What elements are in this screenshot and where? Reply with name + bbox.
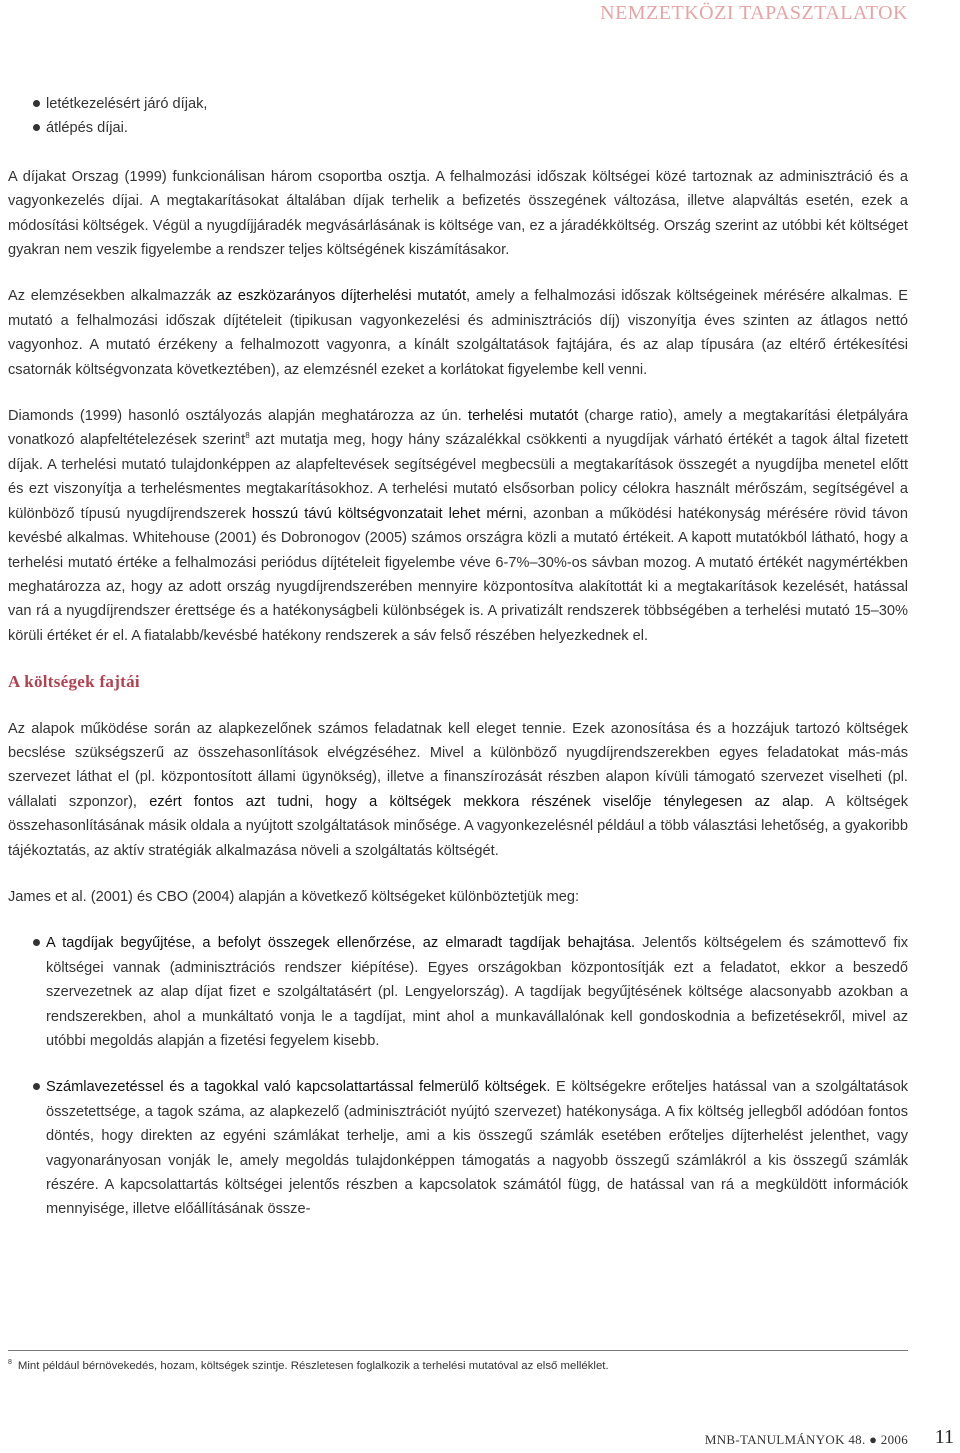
footnote: $^8$ Mint például bérnövekedés, hozam, költségek szintje. Részletesen foglalkozik a terhelési mutatóval az első melléklet. (8, 1359, 609, 1372)
list-item: A tagdíjak begyűjtése, a befolyt összegek ellenőrzése, az elmaradt tagdíjak behajtása. Jelentős költségelem és számottevő fix költségei vannak (adminisztrációs rendszer kiépítése). Egyes országokban központosítják ezt a feladatot, ekkor a beszedő szervezetnek az alap díjat fizet e szolgáltatásért (pl. Lengyelország). A tagdíjak begyűjtésének költsége alacsonyabb azokban a rendszerekben, ahol a munkáltató vonja le a tagdíjat, mint ahol a munkavállalónak kell gondoskodnia a befizetésekről, mivel az utóbbi megoldás alapján a fizetési fegyelem kisebb. (46, 931, 908, 1053)
bullet-separator-icon: ● (869, 1432, 878, 1447)
highlight-term: terhelési mutatót (468, 408, 579, 425)
highlight-term: az eszközarányos díjterhelési mutatót (216, 288, 467, 305)
paragraph-cost-categories: A díjakat Orszag (1999) funkcionálisan három csoportba osztja. A felhalmozási időszak költségei közé tartoznak az adminisztráció és a vagyonkezelés díjai. A megtakarításokat általában díjak terhelik a befizetés összegének változása, illetve alapváltás esetén, ezek a módosítási költségek. Végül a nyugdíjjáradék megvásárlásának is költsége van, ez a járadékköltség. Ország szerint az utóbbi két költséget gyakran nem veszik figyelembe a rendszer teljes költségének kiszámításakor. (8, 168, 908, 259)
highlight-term: hosszú távú költségvonzatait lehet mérni (251, 505, 523, 522)
paragraph-fund-tasks: Az alapok működése során az alapkezelőnek számos feladatnak kell eleget tennie. Ezek azonosítása és a hozzájuk tartozó költségek becslése szükségszerű az összehasonlítások elvégzéséhez. Mivel a különböző nyugdíjrendszerekben egyes feladatokat más-más szervezet láthat el (pl. központosított állami ügynökség), illetve a finanszírozását részben alapon kívüli támogató szervezet viselheti (pl. vállalati szponzor), ezért fontos azt tudni, hogy a költségek mekkora részének viselője ténylegesen az alap. A költségek összehasonlításának másik oldala a nyújtott szolgáltatások minősége. A vagyonkezelésnél például a több választási lehetőség, a gyakoribb tájékoztatás, az aktív stratégiák alkalmazása növeli a szolgáltatás költségét. (8, 720, 908, 859)
footnote-ref[interactable]: 8 (245, 431, 250, 441)
intro-bullet-list (8, 92, 908, 141)
publication-name: MNB-TANULMÁNYOK 48. (704, 1432, 866, 1447)
page-number: 11 (934, 1426, 954, 1448)
list-item: letétkezelésért járó díjak, (46, 92, 908, 116)
item-lead: Számlavezetéssel és a tagokkal való kapcsolattartással felmerülő költségek. (46, 1079, 551, 1096)
section-heading: A költségek fajtái (8, 672, 140, 692)
paragraph-cost-intro: James et al. (2001) és CBO (2004) alapján a következő költségeket különböztetjük meg: (8, 888, 580, 905)
page-body (8, 92, 908, 1244)
footnote-number: 8 (8, 1359, 12, 1367)
running-footer (705, 1432, 908, 1448)
highlight-term: ezért fontos azt tudni, hogy a költségek mekkora részének viselője ténylegesen az alap (149, 793, 810, 810)
cost-types-list (8, 931, 908, 1221)
paragraph-charge-ratio: Diamonds (1999) hasonló osztályozás alapján meghatározza az ún. terhelési mutatót (charge ratio), amely a megtakarítási életpályára vonatkozó alapfeltételezések szerint$^8$ azt mutatja meg, hogy hány százalékkal csökkenti a nyugdíjak várható értékét a tagok által fizetett díjak. A terhelési mutató tulajdonképpen az alapfeltevések segítségével megbecsüli a megtakarítások összegét a nyugdíjba menetel előtt és ezt viszonyítja a terhelésmentes megtakarításokhoz. A terhelési mutató elsősorban policy célokra használt mérőszám, segítségével a különböző típusú nyugdíjrendszerek hosszú távú költségvonzatait lehet mérni, azonban a működési hatékonyság mérésére rövid távon kevésbé alkalmas. Whitehouse (2001) és Dobronogov (2005) számos országra közli a mutató értékeit. A kapott mutatókból látható, hogy a terhelési mutató értéke a felhalmozási periódus díjtételeit figyelembe véve 6-7%–30%-os sávban mozog. A mutató értékét nagymértékben meghatározza az, hogy az adott ország nyugdíjrendszerében mennyire központosítva alakítottát ki a megtakarítások kezelését, hatással van rá a nyugdíjrendszer érettsége és a hatékonyságbeli különbségek is. A privatizált rendszerek többségében a terhelési mutató 15–30% körüli értéket ér el. A fiatalabb/kevésbé hatékony rendszerek a sáv felső részében helyezkednek el. (8, 408, 909, 644)
list-item: átlépés díjai. (46, 116, 908, 140)
running-header: NEMZETKÖZI TAPASZTALATOK (600, 2, 908, 24)
paragraph-asset-ratio: Az elemzésekben alkalmazzák az eszközarányos díjterhelési mutatót, amely a felhalmozási időszak költségeinek mérésére alkalmas. E mutató a felhalmozási időszak díjtételeit (tipikusan vagyonkezelési és adminisztrációs díj) viszonyítja éves szinten az átlagos nettó vagyonhoz. A mutató érzékeny a felhalmozott vagyonra, a kínált szolgáltatások fajtájára, és az alap típusára (az eltérő értékesítési csatornák költségvonzata következtében), az elemzésnél ezeket a korlátokat figyelembe kell venni. (8, 288, 908, 378)
list-item: Számlavezetéssel és a tagokkal való kapcsolattartással felmerülő költségek. E költségekre erőteljes hatással van a szolgáltatások összetettsége, a tagok száma, az alapkezelő (adminisztrációt nyújtó szervezet) hatékonysága. A fix költség jellegből adódóan fontos döntés, hogy direkten az egyéni számlákat terhelje, ami a kis összegű számlák esetében erőteljes díjterhelést jelenthet, vagy vagyonarányosan vonják le, amely megoldás tulajdonképpen támogatás a nagyobb összegű számlákról a kis összegű számlák részére. A kapcsolattartás költségei jelentős részben a kapcsolatok számától függ, de hatással van rá a megküldött információk mennyisége, illetve előállításának össze- (46, 1075, 908, 1221)
publication-year: 2006 (880, 1432, 908, 1447)
item-lead: A tagdíjak begyűjtése, a befolyt összegek ellenőrzése, az elmaradt tagdíjak behajtása. (46, 935, 636, 952)
footnote-divider (8, 1350, 908, 1351)
